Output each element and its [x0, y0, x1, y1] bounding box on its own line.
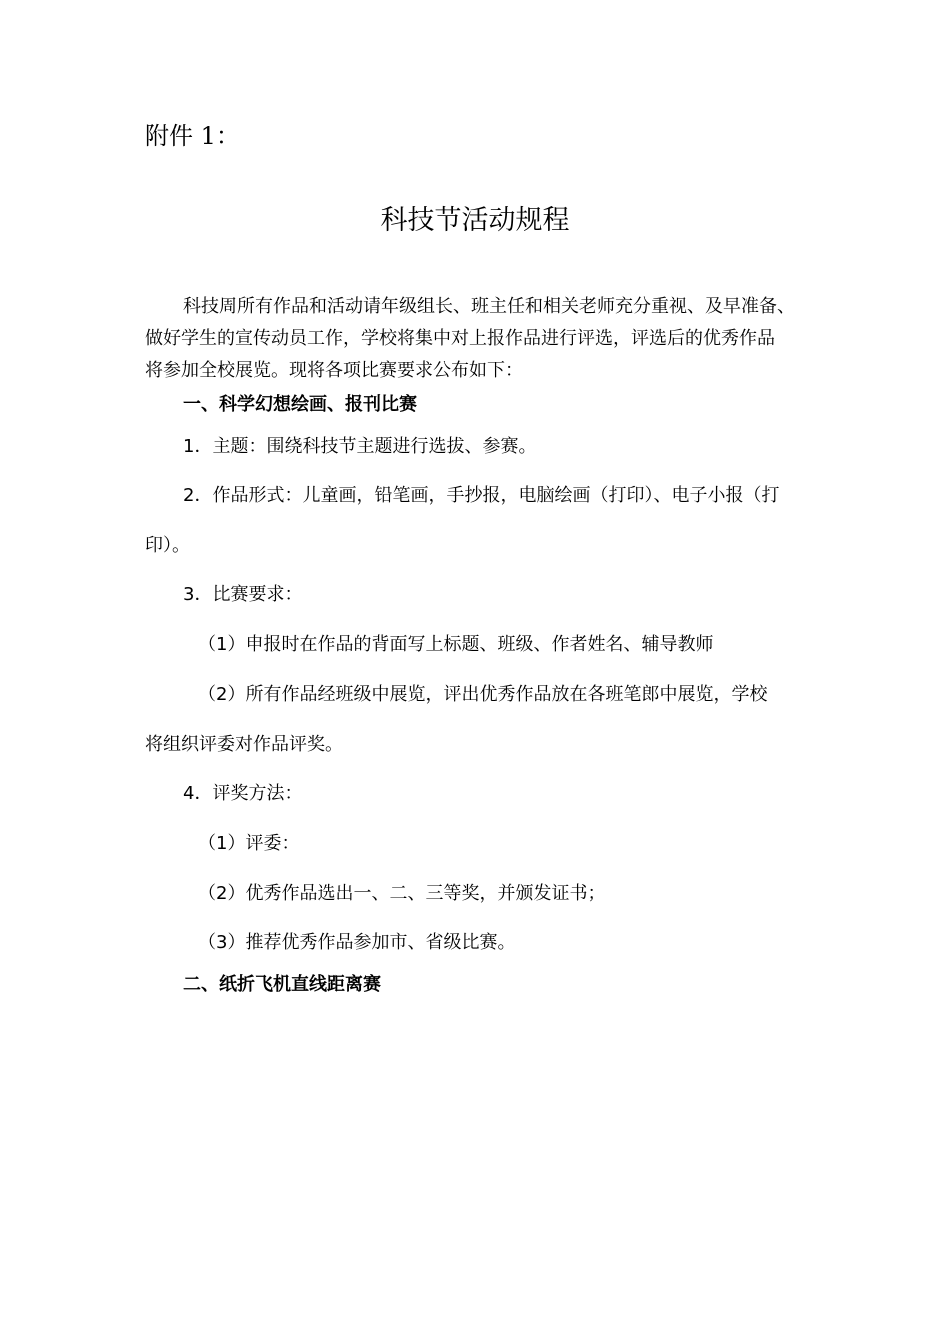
section-1-item-2-line-1: 2．作品形式：儿童画，铅笔画，手抄报，电脑绘画（打印）、电子小报（打 — [183, 485, 780, 506]
section-1-item-4-sub-1: （1）评委： — [198, 833, 300, 854]
intro-line-2: 做好学生的宣传动员工作，学校将集中对上报作品进行评选，评选后的优秀作品 — [145, 328, 775, 349]
section-1-item-3: 3．比赛要求： — [183, 584, 303, 605]
section-2-heading: 二、纸折飞机直线距离赛 — [183, 974, 381, 995]
section-1-item-1: 1．主题：围绕科技节主题进行选拔、参赛。 — [183, 436, 537, 457]
section-1-heading: 一、科学幻想绘画、报刊比赛 — [183, 394, 417, 415]
section-1-item-3-sub-1: （1）申报时在作品的背面写上标题、班级、作者姓名、辅导教师 — [198, 634, 714, 655]
section-1-item-4: 4．评奖方法： — [183, 783, 303, 804]
section-1-item-4-sub-3: （3）推荐优秀作品参加市、省级比赛。 — [198, 932, 516, 953]
section-1-item-3-sub-2-line-2: 将组织评委对作品评奖。 — [145, 734, 343, 755]
document-title: 科技节活动规程 — [380, 205, 570, 236]
attachment-label: 附件 1： — [145, 122, 240, 150]
section-1-item-4-sub-2: （2）优秀作品选出一、二、三等奖，并颁发证书； — [198, 883, 606, 904]
intro-line-1: 科技周所有作品和活动请年级组长、班主任和相关老师充分重视、及早准备、 — [183, 296, 795, 317]
section-1-item-2-line-2: 印）。 — [145, 535, 190, 556]
intro-line-3: 将参加全校展览。现将各项比赛要求公布如下： — [145, 360, 523, 381]
section-1-item-3-sub-2-line-1: （2）所有作品经班级中展览，评出优秀作品放在各班笔郎中展览，学校 — [198, 684, 768, 705]
